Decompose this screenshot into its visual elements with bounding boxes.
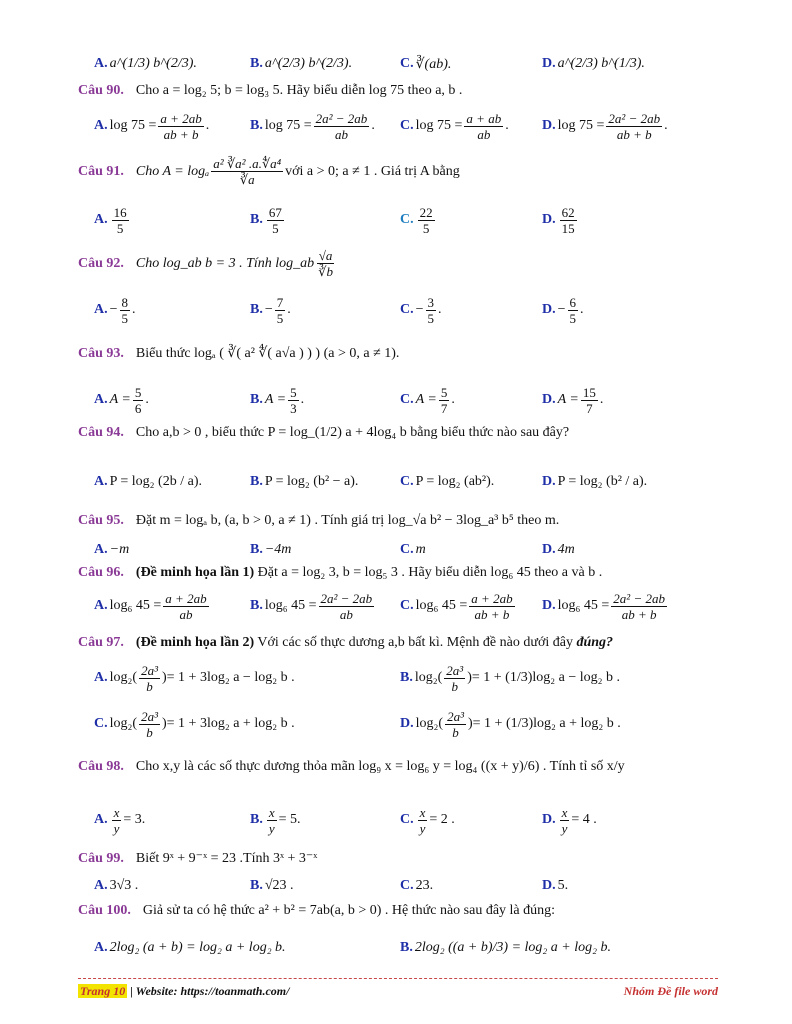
q92-option-c[interactable]: C. − $\frac{3}{5}$ . (400, 294, 442, 326)
q89-option-d[interactable]: D. a^(2/3) b^(1/3). (542, 56, 645, 71)
question-92: Câu 92. Cho log_ab b = 3 . Tính log_ab $\frac{√a}{∛b}$ (78, 248, 333, 280)
q99-option-c[interactable]: C. 23. (400, 878, 434, 893)
q97-option-b[interactable]: B. log₂ ( $\frac{\text{2a³}}{b}$ ) = 1 + (1/3)log₂ a − log₂ b . (400, 662, 621, 694)
question-96: Câu 96. (Đề minh họa lần 1) Đặt a = log₂ 3, b = log₅ 3 . Hãy biểu diễn log₆ 45 theo a và b . (78, 565, 603, 580)
q91-option-d[interactable]: D. $\frac{62}{15}$ (542, 204, 575, 236)
question-99: Câu 99. Biết 9ˣ + 9⁻ˣ = 23 .Tính 3ˣ + 3⁻ˣ (78, 851, 318, 866)
q97-options-row1 (78, 658, 718, 698)
q99-options (78, 866, 718, 906)
q96-option-d[interactable]: D. log₆ 45 = $\frac{\text{2a² − 2ab}}{ab + b}$ (542, 590, 665, 622)
q98-options (78, 800, 718, 840)
q100-option-b[interactable]: B. 2log₂ ((a + b)/3) = log₂ a + log₂ b. (400, 940, 611, 955)
website-link[interactable]: Website: https://toanmath.com/ (135, 984, 290, 998)
q91-option-c[interactable]: C. $\frac{22}{5}$ (400, 204, 433, 236)
q89-options (78, 44, 718, 84)
q92-option-a[interactable]: A. − $\frac{8}{5}$ . (94, 294, 136, 326)
q96-option-b[interactable]: B. log₆ 45 = $\frac{\text{2a² − 2ab}}{ab}$ (250, 590, 373, 622)
q98-option-c[interactable]: C. $\frac{x}{y}$ = 2 . (400, 804, 455, 836)
q97-options-row2 (78, 704, 718, 744)
q99-option-b[interactable]: B. √23 . (250, 878, 294, 893)
q96-option-a[interactable]: A. log₆ 45 = $\frac{a + 2ab}{ab}$ (94, 590, 207, 622)
q99-option-d[interactable]: D. 5. (542, 878, 569, 893)
q94-option-b[interactable]: B. P = log₂ (b² − a). (250, 474, 359, 489)
q93-option-c[interactable]: C. A = $\frac{5}{7}$ . (400, 384, 455, 416)
question-91: Câu 91. Cho A = logₐ $\frac{\text{a² ∛a² .a.∜a⁴}}{∛a}$ với a > 0; a ≠ 1 . Giá trị A bằng (78, 156, 460, 188)
q93-option-b[interactable]: B. A = $\frac{5}{3}$ . (250, 384, 305, 416)
q89-option-b[interactable]: B. a^(2/3) b^(2/3). (250, 56, 353, 71)
question-93: Câu 93. Biểu thức logₐ ( ∛( a² ∜( a√a ) ) ) (a > 0, a ≠ 1). (78, 346, 400, 361)
footer-left: Trang 10 | Website: https://toanmath.com/ (80, 984, 290, 998)
q91-option-b[interactable]: B. $\frac{67}{5}$ (250, 204, 282, 236)
q89-option-a[interactable]: A. a^(1/3) b^(2/3). (94, 56, 197, 71)
q97-option-a[interactable]: A. log₂ ( $\frac{\text{2a³}}{b}$ ) = 1 + 3log₂ a − log₂ b . (94, 662, 295, 694)
q100-options (78, 928, 718, 968)
q99-option-a[interactable]: A. 3√3 . (94, 878, 139, 893)
q95-option-b[interactable]: B. −4m (250, 542, 292, 557)
q94-option-d[interactable]: D. P = log₂ (b² / a). (542, 474, 648, 489)
q90-option-d[interactable]: D. log 75 = $\frac{\text{2a² − 2ab}}{ab + b}$ . (542, 110, 668, 142)
q95-option-a[interactable]: A. −m (94, 542, 130, 557)
q91-options (78, 200, 718, 240)
q93-option-d[interactable]: D. A = $\frac{15}{7}$ . (542, 384, 604, 416)
question-95: Câu 95. Đặt m = logₐ b, (a, b > 0, a ≠ 1) . Tính giá trị log_√a b² − 3log_a³ b⁵ theo m. (78, 513, 560, 528)
page-number: Trang 10 (80, 984, 126, 998)
q95-option-d[interactable]: D. 4m (542, 542, 575, 557)
q92-option-d[interactable]: D. − $\frac{6}{5}$ . (542, 294, 584, 326)
q94-option-c[interactable]: C. P = log₂ (ab²). (400, 474, 495, 489)
q98-option-d[interactable]: D. $\frac{x}{y}$ = 4 . (542, 804, 597, 836)
question-94: Câu 94. Cho a,b > 0 , biểu thức P = log_(1/2) a + 4log₄ b bằng biểu thức nào sau đây? (78, 425, 570, 440)
q90-options (78, 106, 718, 146)
q98-option-a[interactable]: A. $\frac{x}{y}$ = 3. (94, 804, 146, 836)
question-97: Câu 97. (Đề minh họa lần 2) Với các số thực dương a,b bất kì. Mệnh đề nào dưới đây đúng? (78, 635, 614, 650)
q96-option-c[interactable]: C. log₆ 45 = $\frac{a + 2ab}{ab + b}$ (400, 590, 513, 622)
q97-option-d[interactable]: D. log₂ ( $\frac{\text{2a³}}{b}$ ) = 1 + (1/3)log₂ a + log₂ b . (400, 708, 621, 740)
q91-option-a[interactable]: A. $\frac{16}{5}$ (94, 204, 127, 236)
question-98: Câu 98. Cho x,y là các số thực dương thỏa mãn log₉ x = log₆ y = log₄ ((x + y)/6) . Tính tỉ số x/y (78, 759, 625, 774)
footer-group-name: Nhóm Đề file word (623, 984, 718, 998)
q100-option-a[interactable]: A. 2log₂ (a + b) = log₂ a + log₂ b. (94, 940, 286, 955)
q92-options (78, 290, 718, 330)
q95-option-c[interactable]: C. m (400, 542, 426, 557)
q89-option-c[interactable]: C. ∛(ab). (400, 56, 452, 72)
q94-options (78, 462, 718, 502)
q90-option-b[interactable]: B. log 75 = $\frac{\text{2a² − 2ab}}{ab}$ . (250, 110, 375, 142)
q93-option-a[interactable]: A. A = $\frac{5}{6}$ . (94, 384, 149, 416)
q94-option-a[interactable]: A. P = log₂ (2b / a). (94, 474, 202, 489)
q92-option-b[interactable]: B. − $\frac{7}{5}$ . (250, 294, 291, 326)
q96-options (78, 586, 718, 626)
q93-options (78, 380, 718, 420)
question-90: Câu 90. Cho a = log₂ 5; b = log₃ 5. Hãy biểu diễn log 75 theo a, b . (78, 83, 463, 98)
q98-option-b[interactable]: B. $\frac{x}{y}$ = 5. (250, 804, 301, 836)
question-100: Câu 100. Giả sử ta có hệ thức a² + b² = 7ab(a, b > 0) . Hệ thức nào sau đây là đúng: (78, 903, 556, 918)
q90-option-a[interactable]: A. log 75 = $\frac{a + 2ab}{ab + b}$ . (94, 110, 210, 142)
q97-option-c[interactable]: C. log₂ ( $\frac{\text{2a³}}{b}$ ) = 1 + 3log₂ a + log₂ b . (94, 708, 295, 740)
q90-option-c[interactable]: C. log 75 = $\frac{a + ab}{ab}$ . (400, 110, 509, 142)
footer-divider (78, 978, 718, 979)
